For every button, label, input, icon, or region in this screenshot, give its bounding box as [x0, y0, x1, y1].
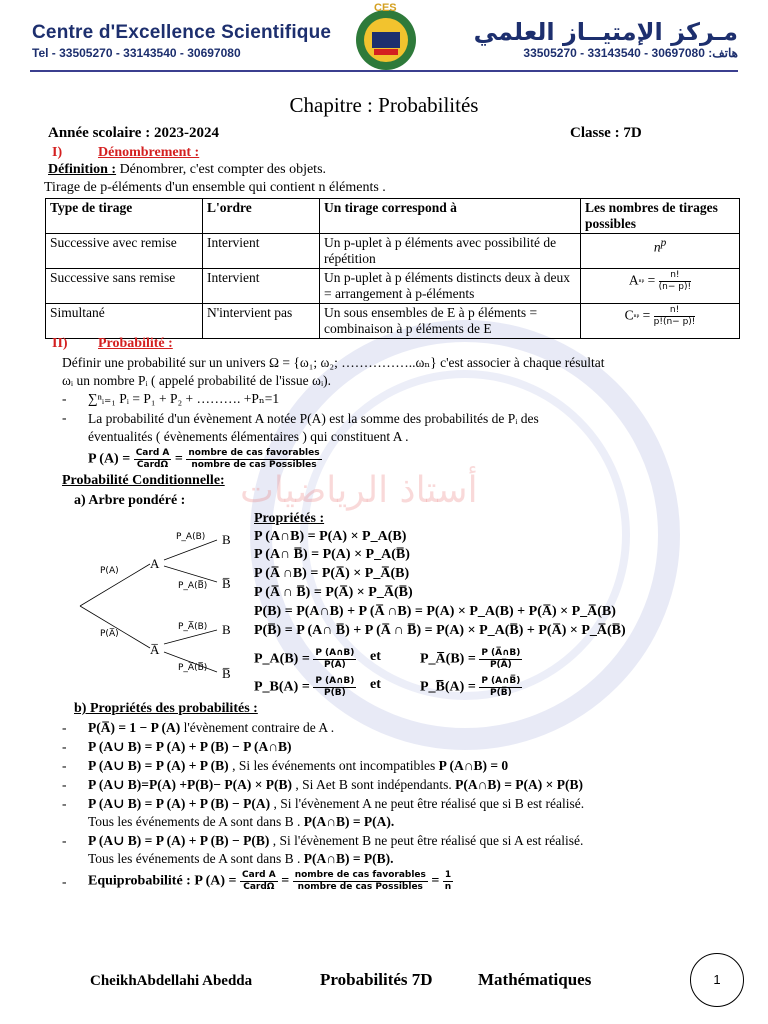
- et-label: et: [370, 649, 381, 664]
- tree-node-a: A: [150, 556, 160, 571]
- definition-label: Définition :: [48, 162, 117, 177]
- class-label: Classe : 7D: [570, 125, 642, 141]
- tree-node-b: B: [222, 622, 231, 637]
- equiprobabilite: Equiprobabilité : P (A) = Card A CardΩ = nombre de cas favorables nombre de cas Possibles = $\frac{1}{n}$: [88, 870, 452, 892]
- table-cell: Intervient: [203, 269, 320, 304]
- tree-node-bbar: B̅: [222, 666, 231, 681]
- prob-def-line-1: Définir une probabilité sur un univers Ω = {ω₁; ω₂; ……………..ωₙ} c'est associer à chaque résultat: [62, 355, 605, 370]
- footer-subject: Probabilités 7D: [320, 970, 433, 989]
- page-title: Chapitre : Probabilités: [289, 93, 479, 117]
- bullet-dash: -: [62, 796, 67, 811]
- table-header: Type de tirage: [46, 199, 203, 234]
- prop-line: P(B) = P(A∩B) + P (A̅ ∩B) = P(A) × P_A(B) + P(A̅) × P_A̅(B): [254, 604, 616, 619]
- prop2-line: P (A∪ B) = P (A) + P (B) − P (A∩B): [88, 739, 292, 754]
- fraction: $\frac{P (A\cap B)}{P(B)}$: [315, 676, 355, 698]
- tree-label-pabbar: P_A(B̅): [178, 581, 208, 591]
- prop2-line: P (A∪ B) = P (A) + P (B) − P(A) , Si l'évènement A ne peut être réalisé que si B est réalisé.: [88, 796, 585, 811]
- fraction: $\frac{P (A̅\cap B)}{P(A̅)}$: [481, 648, 521, 670]
- bullet-dash: -: [62, 777, 67, 792]
- bullet-dash: -: [62, 833, 67, 848]
- prop2-line: P (A∪ B) = P (A) + P (B) − P(B) , Si l'évènement B ne peut être réalisé que si A est réalisé.: [88, 833, 584, 848]
- tree-node-b: B: [222, 532, 231, 547]
- bullet-dash: -: [62, 391, 67, 406]
- school-year: Année scolaire : 2023-2024: [48, 125, 219, 141]
- org-tel-fr: Tel - 33505270 - 33143540 - 30697080: [32, 46, 241, 60]
- org-name-fr: Centre d'Excellence Scientifique: [32, 22, 332, 43]
- tree-label-pabarb: P_A̅(B): [178, 622, 208, 632]
- bullet-dash: -: [62, 758, 67, 773]
- header-divider: [30, 70, 738, 72]
- pa-def-line-1: La probabilité d'un évènement A notée P(A) est la somme des probabilités de Pᵢ des: [88, 411, 539, 426]
- cond-formula-pba: P_B(A) = $\frac{P (A\cap B)}{P(B)}$: [254, 676, 355, 698]
- tree-label-pabar: P(A̅): [100, 629, 119, 639]
- et-label: et: [370, 677, 381, 692]
- prop-line: P (A̅ ∩B) = P(A̅) × P_A̅(B): [254, 566, 410, 581]
- table-cell: Intervient: [203, 234, 320, 269]
- fraction: $\frac{P (A\cap B̅)}{P(B̅)}$: [481, 676, 521, 698]
- prop2-line: P(A̅) = 1 − P (A) l'évènement contraire de A .: [88, 720, 335, 735]
- table-row: [46, 269, 740, 304]
- table-row: [46, 234, 740, 269]
- footer-author: CheikhAbdellahi Abedda: [90, 973, 253, 989]
- cond-formula-pbbar: P_B̅(A) = $\frac{P (A\cap B̅)}{P(B̅)}$: [420, 676, 521, 698]
- prop-line: P (A̅ ∩ B̅) = P(A̅) × P_A̅(B̅): [254, 585, 413, 600]
- tirage-table: [45, 198, 740, 339]
- fraction: $\frac{n!}{p!(n- p)!}$: [653, 305, 696, 327]
- table-header: Les nombres de tirages possibles: [581, 199, 740, 234]
- table-cell-formula: Cⁿᵖ = $\frac{n!}{p!(n- p)!}$: [581, 304, 740, 339]
- fraction: nombre de cas favorables nombre de cas Possibles: [188, 448, 320, 470]
- bullet-dash: -: [62, 720, 67, 735]
- section-2-title: Probabilité :: [98, 336, 173, 351]
- table-header: Un tirage correspond à: [320, 199, 581, 234]
- bullet-dash: -: [62, 739, 67, 754]
- table-cell-formula: Aⁿᵖ = $\frac{n!}{(n- p)!}$: [581, 269, 740, 304]
- cond-formula-pab: P_A(B) = $\frac{P (A\cap B)}{P(A)}$: [254, 648, 355, 670]
- table-cell: Un sous ensembles de E à p éléments = combinaison à p éléments de E: [320, 304, 581, 339]
- footer-matiere: Mathématiques: [478, 970, 592, 989]
- bullet-dash: -: [62, 410, 67, 425]
- fraction: nombre de cas favorables nombre de cas Possibles: [294, 870, 426, 892]
- section-1-number: I): [52, 145, 63, 160]
- prop2-line: P (A∪ B) = P (A) + P (B) , Si les événements ont incompatibles P (A∩B) = 0: [88, 758, 509, 773]
- fraction: Card A CardΩ: [135, 448, 170, 470]
- section-1-title: Dénombrement :: [98, 145, 200, 160]
- prop2-line: P (A∪ B)=P(A) +P(B)− P(A) × P(B) , Si Aet B sont indépendants. P(A∩B) = P(A) × P(B): [88, 777, 583, 792]
- section-2-number: II): [52, 336, 68, 351]
- props2-title: b) Propriétés des probabilités :: [74, 701, 258, 716]
- prop-line: P(B̅) = P (A∩ B̅) + P (A̅ ∩ B̅) = P(A) × P_A(B̅) + P(A̅) × P_A̅(B̅): [254, 623, 626, 638]
- table-cell: Successive avec remise: [46, 234, 203, 269]
- sum-formula: ∑ⁿᵢ₌₁ Pᵢ = P₁ + P₂ + ………. +Pₙ=1: [88, 391, 280, 406]
- pa-formula: P (A) = Card A CardΩ = nombre de cas favorables nombre de cas Possibles: [88, 448, 320, 470]
- fraction: $\frac{P (A\cap B)}{P(A)}$: [315, 648, 355, 670]
- table-row: [46, 304, 740, 339]
- prop2-cont-line: Tous les événements de A sont dans B . P(A∩B) = P(A).: [88, 814, 395, 829]
- table-cell: N'intervient pas: [203, 304, 320, 339]
- logo-text: CES: [374, 2, 397, 14]
- table-cell: Successive sans remise: [46, 269, 203, 304]
- formula-exponent: p: [660, 237, 667, 249]
- formula-symbol: C: [624, 307, 634, 323]
- tree-label-pa: P(A): [100, 566, 119, 576]
- pa-def-line-2: éventualités ( évènements élémentaires ) qui constituent A .: [88, 429, 409, 444]
- bullet-dash: -: [62, 874, 67, 889]
- tree-title: a) Arbre pondéré :: [74, 493, 186, 508]
- tree-label-pabarbbar: P_A̅(B̅): [178, 663, 208, 673]
- prob-def-line-2: ωᵢ un nombre Pᵢ ( appelé probabilité de l'issue ωᵢ).: [62, 373, 332, 388]
- definition: [48, 162, 326, 178]
- logo: [346, 2, 426, 72]
- tree-node-bbar: B̅: [222, 576, 231, 591]
- org-name-ar: مـركز الإمتيــاز العلمي: [473, 18, 738, 46]
- fraction: $\frac{n!}{(n- p)!}$: [658, 270, 692, 292]
- fraction: Card A CardΩ: [242, 870, 276, 892]
- table-cell-formula: [581, 234, 740, 269]
- formula-base: n: [653, 239, 661, 255]
- prop-line: P (A∩B) = P(A) × P_A(B): [254, 529, 407, 544]
- page-number: 1: [690, 953, 744, 1007]
- props-title: Propriétés :: [254, 511, 325, 526]
- definition-text: Dénombrer, c'est compter des objets.: [116, 162, 327, 177]
- prop-line: P (A∩ B̅) = P(A) × P_A(B̅): [254, 547, 410, 562]
- fraction: $\frac{1}{n}$: [444, 870, 452, 892]
- table-header-row: [46, 199, 740, 234]
- prop2-cont-line: Tous les événements de A sont dans B . P(A∩B) = P(B).: [88, 851, 394, 866]
- cond-title: Probabilité Conditionnelle:: [62, 473, 225, 488]
- formula-symbol: A: [628, 272, 639, 288]
- tree-node-abar: A̅: [150, 642, 160, 657]
- cond-formula-pabar: P_A̅(B) = $\frac{P (A̅\cap B)}{P(A̅)}$: [420, 648, 521, 670]
- table-cell: Un p-uplet à p éléments avec possibilité de répétition: [320, 234, 581, 269]
- watermark-text: أستاذ الرياضيات: [240, 470, 478, 511]
- tirage-intro: Tirage de p-éléments d'un ensemble qui contient n éléments .: [44, 180, 386, 195]
- table-cell: Un p-uplet à p éléments distincts deux à deux = arrangement à p-éléments: [320, 269, 581, 304]
- tree-label-pab: P_A(B): [176, 532, 206, 542]
- table-header: L'ordre: [203, 199, 320, 234]
- org-tel-ar: 33505270 - 33143540 - 30697080 :هاتف: [523, 46, 738, 60]
- table-cell: Simultané: [46, 304, 203, 339]
